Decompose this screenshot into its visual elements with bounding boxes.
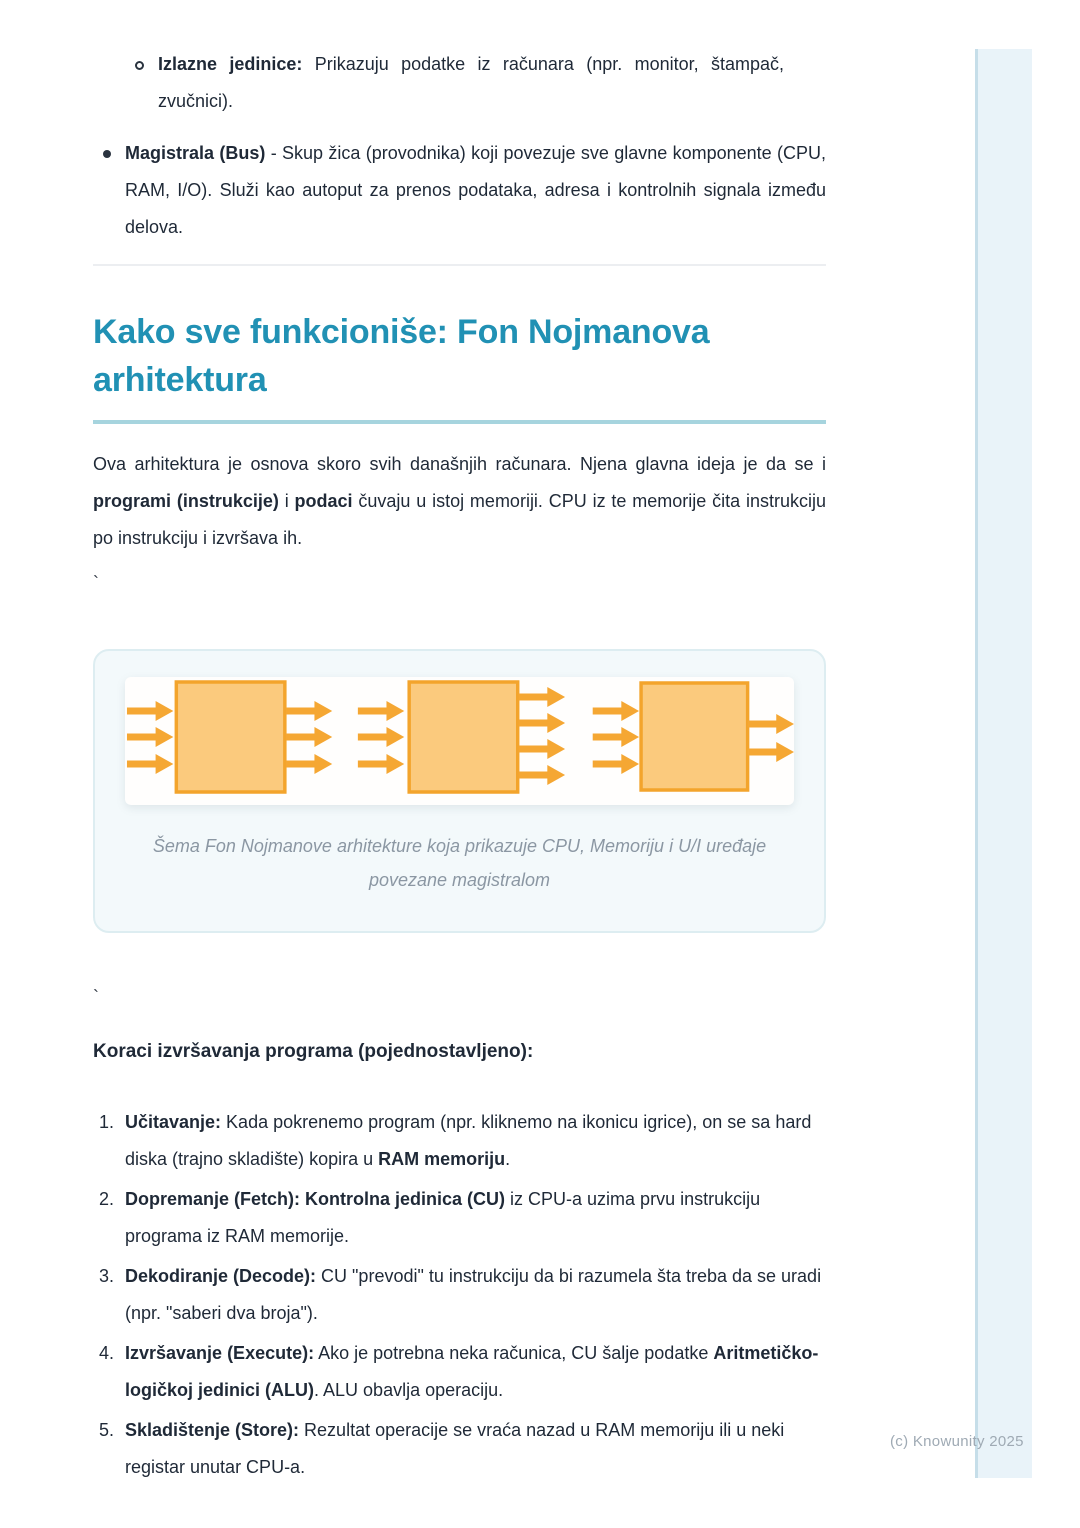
step-text: Ako je potrebna neka računica, CU šalje podatke [314, 1343, 714, 1363]
figure-caption: Šema Fon Nojmanove arhitekture koja prikazuje CPU, Memoriju i U/I uređaje povezane magistralom [152, 836, 767, 890]
program-execution-steps [93, 1104, 830, 1486]
step-text: CU "prevodi" tu instrukciju da bi razumela šta treba da se uradi (npr. "saberi dva broja"). [125, 1266, 822, 1323]
bus-arrows-out-of-io [748, 714, 794, 762]
step-number: 3. [99, 1266, 115, 1286]
step-item-1 [99, 1104, 830, 1178]
step-text: Kada pokrenemo program (npr. kliknemo na ikonicu igrice), on se sa hard diska (trajno skladište) kopira u [125, 1112, 812, 1169]
step-text: . [505, 1149, 511, 1169]
step-number: 5. [99, 1420, 115, 1440]
bullet-bold-label: Izlazne jedinice: [158, 54, 303, 74]
disc-bullet-icon [103, 150, 111, 158]
step-number: 2. [99, 1189, 115, 1209]
diagram-box-io [641, 683, 748, 790]
document-content [93, 46, 826, 1489]
page-title: Kako sve funkcioniše: Fon Nojmanova arhitektura [93, 313, 710, 399]
bullet-body-text: Prikazuju podatke iz računara (npr. monitor, štampač, zvučnici). [158, 54, 784, 111]
circle-bullet-icon [135, 61, 144, 70]
bus-architecture-svg [125, 677, 794, 805]
von-neumann-diagram [125, 677, 794, 805]
bullet-bold-label: Magistrala (Bus) [125, 143, 266, 163]
step-number: 4. [99, 1343, 115, 1363]
intro-text: čuvaju u istoj memoriji. CPU iz te memorije čita instrukciju po instrukciju i izvršava ih. [93, 491, 826, 548]
copyright-watermark: (c) Knowunity 2025 [890, 1433, 1024, 1450]
step-bold: Dekodiranje (Decode): [125, 1266, 317, 1286]
diagram-box-memory [409, 682, 518, 792]
list-item-text [125, 135, 826, 246]
step-item-4 [99, 1335, 830, 1409]
list-item-text [158, 46, 784, 120]
step-item-2 [99, 1181, 830, 1255]
intro-bold: podaci [294, 491, 353, 511]
step-item-5 [99, 1412, 830, 1486]
step-item-3 [99, 1258, 830, 1332]
step-bold: Dopremanje (Fetch): Kontrolna jedinica (CU) [125, 1189, 506, 1209]
steps-heading: Koraci izvršavanja programa (pojednostavljeno): [93, 1041, 534, 1062]
intro-text: Ova arhitektura je osnova skoro svih današnjih računara. Njena glavna ideja je da se i [93, 454, 826, 474]
stray-backtick: ` [93, 987, 99, 1007]
heading-underline [93, 420, 826, 424]
section-divider [93, 264, 826, 266]
bus-arrows-into-cpu [127, 701, 173, 774]
diagram-box-cpu [176, 682, 285, 792]
intro-bold: programi (instrukcije) [93, 491, 279, 511]
step-text: iz CPU-a uzima prvu instrukciju programa iz RAM memorije. [125, 1189, 761, 1246]
step-text: . ALU obavlja operaciju. [314, 1380, 504, 1400]
step-text: Rezultat operacije se vraća nazad u RAM memoriju ili u neki registar unutar CPU-a. [125, 1420, 785, 1477]
page-side-strip [975, 49, 1032, 1478]
step-bold: RAM memoriju [378, 1149, 506, 1169]
bus-arrows-into-io [593, 701, 639, 774]
step-bold: Učitavanje: [125, 1112, 222, 1132]
bus-arrows-out-of-memory [519, 687, 565, 785]
intro-paragraph [93, 446, 826, 557]
step-bold: Skladištenje (Store): [125, 1420, 300, 1440]
list-item-output-units [93, 46, 784, 120]
bus-arrows-into-memory [358, 701, 404, 774]
list-item-bus [93, 135, 826, 246]
intro-text: i [278, 491, 295, 511]
step-bold: Aritmetičko-logičkoj jedinici (ALU) [125, 1343, 819, 1400]
von-neumann-figure [93, 649, 826, 933]
bus-arrows-out-of-cpu [286, 701, 332, 774]
bullet-body-text: - Skup žica (provodnika) koji povezuje sve glavne komponente (CPU, RAM, I/O). Služi kao autoput za prenos podataka, adresa i kontrolnih signala između delova. [125, 143, 826, 237]
step-number: 1. [99, 1112, 115, 1132]
step-bold: Izvršavanje (Execute): [125, 1343, 315, 1363]
stray-backtick: ` [93, 573, 99, 593]
